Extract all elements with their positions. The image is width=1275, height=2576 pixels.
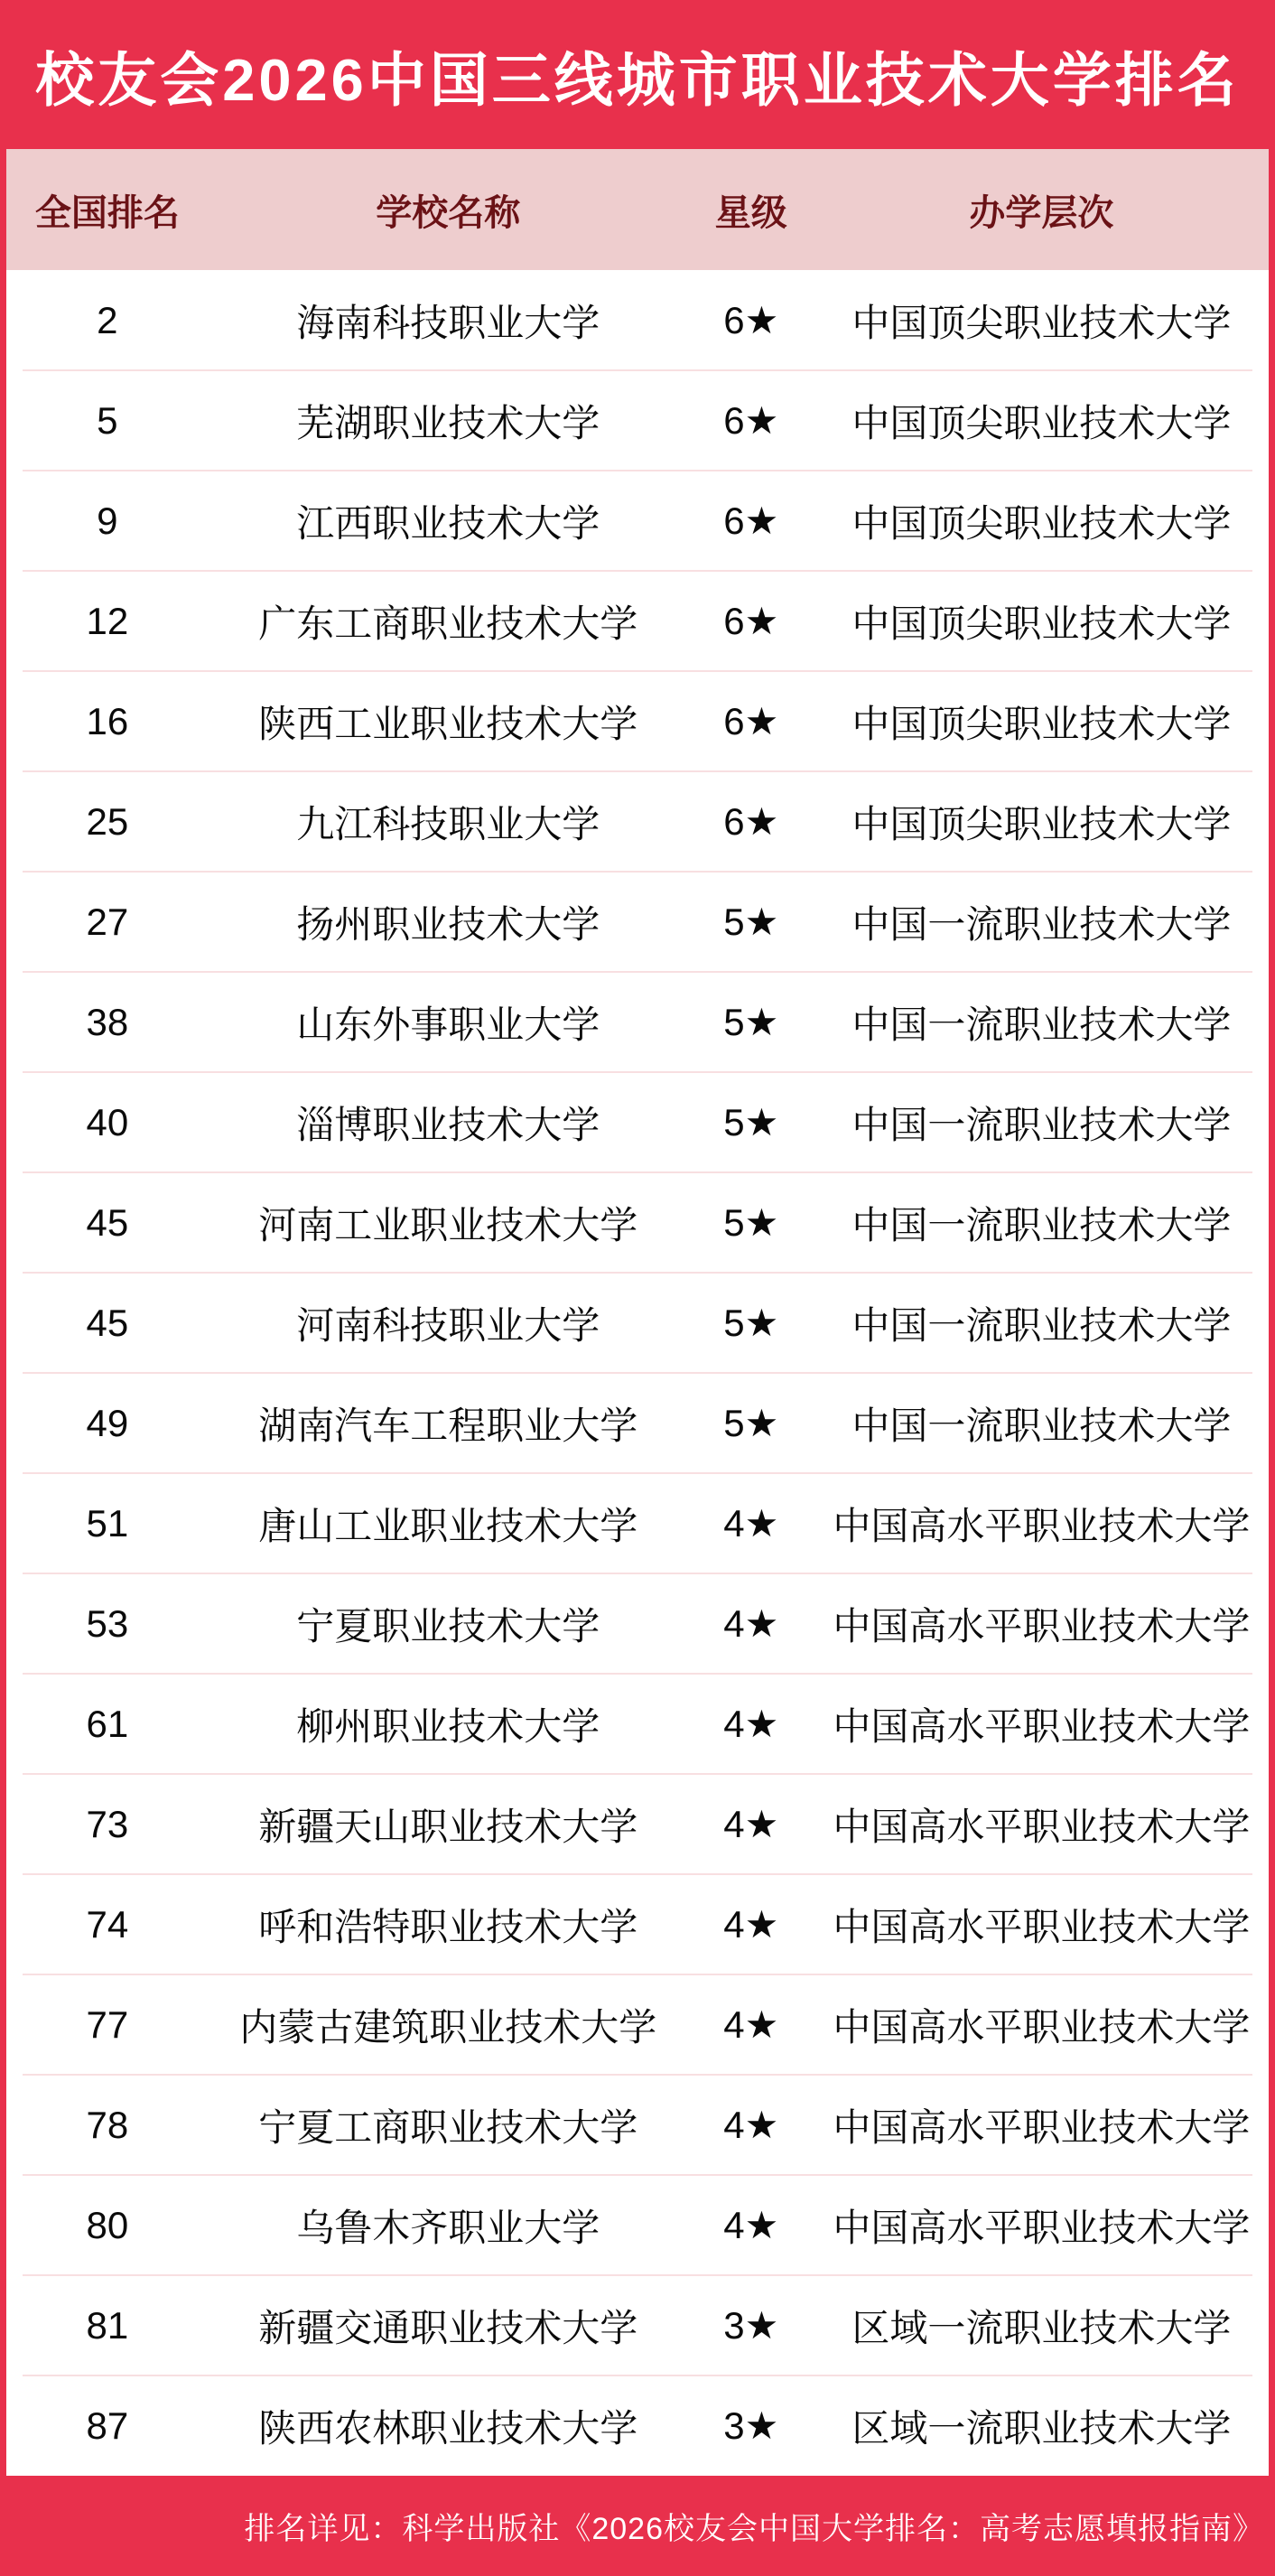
education-level-cell: 中国一流职业技术大学 xyxy=(852,1103,1232,1146)
education-level-cell: 中国顶尖职业技术大学 xyxy=(852,401,1232,444)
table-row xyxy=(6,1674,1269,1774)
education-level-cell: 区域一流职业技术大学 xyxy=(852,2406,1232,2450)
star-rating-cell: 6★ xyxy=(723,600,779,642)
table-body xyxy=(6,270,1269,2476)
table-row xyxy=(6,1072,1269,1172)
rank-cell: 80 xyxy=(86,2203,129,2246)
star-rating-cell: 5★ xyxy=(723,1001,779,1043)
footer-note: 排名详见：科学出版社《2026校友会中国大学排名：高考志愿填报指南》 xyxy=(244,2512,1264,2546)
rank-cell: 49 xyxy=(86,1401,129,1444)
school-name-cell: 陕西工业职业技术大学 xyxy=(258,702,638,745)
rank-cell: 81 xyxy=(86,2303,129,2347)
education-level-cell: 中国顶尖职业技术大学 xyxy=(852,301,1232,344)
star-rating-cell: 4★ xyxy=(723,1803,779,1845)
star-rating-cell: 3★ xyxy=(723,2304,779,2347)
rank-cell: 74 xyxy=(86,1902,129,1946)
table-row xyxy=(6,370,1269,471)
table-row xyxy=(6,1974,1269,2075)
star-rating-cell: 5★ xyxy=(723,901,779,943)
table-row xyxy=(6,2275,1269,2375)
school-name-cell: 淄博职业技术大学 xyxy=(296,1103,600,1146)
school-name-cell: 海南科技职业大学 xyxy=(296,301,600,344)
education-level-cell: 中国顶尖职业技术大学 xyxy=(852,602,1232,645)
rank-cell: 2 xyxy=(97,298,118,341)
school-name-cell: 柳州职业技术大学 xyxy=(296,1704,600,1748)
star-rating-cell: 4★ xyxy=(723,1903,779,1946)
education-level-cell: 中国顶尖职业技术大学 xyxy=(852,501,1232,545)
rank-cell: 77 xyxy=(86,2002,129,2046)
school-name-cell: 新疆天山职业技术大学 xyxy=(258,1805,638,1848)
rank-cell: 5 xyxy=(97,398,118,442)
table-header-row xyxy=(6,149,1269,270)
school-name-cell: 广东工商职业技术大学 xyxy=(258,602,638,645)
education-level-cell: 中国一流职业技术大学 xyxy=(852,1203,1232,1246)
school-name-cell: 内蒙古建筑职业技术大学 xyxy=(239,2005,657,2049)
school-name-cell: 宁夏职业技术大学 xyxy=(296,1604,600,1647)
column-header-school-name: 学校名称 xyxy=(376,192,521,233)
star-rating-cell: 3★ xyxy=(723,2404,779,2447)
rank-cell: 45 xyxy=(86,1301,129,1344)
column-header-star-rating: 星级 xyxy=(714,192,787,233)
school-name-cell: 江西职业技术大学 xyxy=(296,501,600,545)
rank-cell: 73 xyxy=(86,1802,129,1845)
education-level-cell: 中国高水平职业技术大学 xyxy=(833,2206,1251,2249)
rank-cell: 45 xyxy=(86,1200,129,1244)
star-rating-cell: 4★ xyxy=(723,1602,779,1645)
table-row xyxy=(6,1573,1269,1674)
education-level-cell: 中国高水平职业技术大学 xyxy=(833,1905,1251,1948)
table-row xyxy=(6,1172,1269,1273)
education-level-cell: 中国一流职业技术大学 xyxy=(852,902,1232,946)
rank-cell: 87 xyxy=(86,2403,129,2447)
table-row xyxy=(6,2175,1269,2275)
table-row xyxy=(6,1373,1269,1473)
table-row xyxy=(6,671,1269,771)
school-name-cell: 九江科技职业大学 xyxy=(296,802,600,845)
school-name-cell: 芜湖职业技术大学 xyxy=(296,401,600,444)
education-level-cell: 区域一流职业技术大学 xyxy=(852,2306,1232,2349)
star-rating-cell: 4★ xyxy=(723,2104,779,2146)
table-row xyxy=(6,1874,1269,1974)
table-row xyxy=(6,972,1269,1072)
rank-cell: 78 xyxy=(86,2103,129,2146)
title-bar xyxy=(0,0,1275,149)
rank-cell: 61 xyxy=(86,1702,129,1745)
star-rating-cell: 6★ xyxy=(723,399,779,442)
star-rating-cell: 5★ xyxy=(723,1302,779,1344)
star-rating-cell: 5★ xyxy=(723,1201,779,1244)
school-name-cell: 陕西农林职业技术大学 xyxy=(258,2406,638,2450)
school-name-cell: 宁夏工商职业技术大学 xyxy=(258,2105,638,2149)
rank-cell: 38 xyxy=(86,1000,129,1043)
column-header-education-level: 办学层次 xyxy=(969,192,1114,233)
school-name-cell: 扬州职业技术大学 xyxy=(296,902,600,946)
education-level-cell: 中国高水平职业技术大学 xyxy=(833,1604,1251,1647)
education-level-cell: 中国高水平职业技术大学 xyxy=(833,2005,1251,2049)
footer-bar xyxy=(0,2476,1275,2576)
table-row xyxy=(6,872,1269,972)
education-level-cell: 中国顶尖职业技术大学 xyxy=(852,702,1232,745)
star-rating-cell: 4★ xyxy=(723,1502,779,1545)
table-row xyxy=(6,1473,1269,1573)
star-rating-cell: 4★ xyxy=(723,2204,779,2246)
star-rating-cell: 5★ xyxy=(723,1101,779,1143)
star-rating-cell: 6★ xyxy=(723,299,779,341)
star-rating-cell: 6★ xyxy=(723,499,779,542)
rank-cell: 27 xyxy=(86,900,129,943)
rank-cell: 51 xyxy=(86,1501,129,1545)
rank-cell: 16 xyxy=(86,699,129,742)
school-name-cell: 山东外事职业大学 xyxy=(296,1003,600,1046)
education-level-cell: 中国顶尖职业技术大学 xyxy=(852,802,1232,845)
rank-cell: 9 xyxy=(97,499,118,542)
table-row xyxy=(6,2375,1269,2476)
education-level-cell: 中国一流职业技术大学 xyxy=(852,1404,1232,1447)
school-name-cell: 河南工业职业技术大学 xyxy=(258,1203,638,1246)
school-name-cell: 呼和浩特职业技术大学 xyxy=(258,1905,638,1948)
table-row xyxy=(6,771,1269,872)
page-title: 校友会2026中国三线城市职业技术大学排名 xyxy=(35,46,1240,113)
table-row xyxy=(6,1273,1269,1373)
school-name-cell: 河南科技职业大学 xyxy=(296,1303,600,1347)
table-row xyxy=(6,571,1269,671)
ranking-table xyxy=(6,149,1269,2476)
star-rating-cell: 5★ xyxy=(723,1402,779,1444)
table-row xyxy=(6,471,1269,571)
rank-cell: 25 xyxy=(86,799,129,843)
rank-cell: 40 xyxy=(86,1100,129,1143)
school-name-cell: 湖南汽车工程职业大学 xyxy=(258,1404,638,1447)
education-level-cell: 中国一流职业技术大学 xyxy=(852,1303,1232,1347)
star-rating-cell: 4★ xyxy=(723,2003,779,2046)
education-level-cell: 中国高水平职业技术大学 xyxy=(833,2105,1251,2149)
table-row xyxy=(6,1774,1269,1874)
table-row xyxy=(6,2075,1269,2175)
education-level-cell: 中国高水平职业技术大学 xyxy=(833,1805,1251,1848)
education-level-cell: 中国一流职业技术大学 xyxy=(852,1003,1232,1046)
school-name-cell: 唐山工业职业技术大学 xyxy=(258,1504,638,1547)
education-level-cell: 中国高水平职业技术大学 xyxy=(833,1704,1251,1748)
school-name-cell: 新疆交通职业技术大学 xyxy=(258,2306,638,2349)
star-rating-cell: 4★ xyxy=(723,1703,779,1745)
rank-cell: 53 xyxy=(86,1601,129,1645)
education-level-cell: 中国高水平职业技术大学 xyxy=(833,1504,1251,1547)
column-header-national-rank: 全国排名 xyxy=(34,192,180,233)
star-rating-cell: 6★ xyxy=(723,700,779,742)
star-rating-cell: 6★ xyxy=(723,800,779,843)
school-name-cell: 乌鲁木齐职业大学 xyxy=(296,2206,600,2249)
table-row xyxy=(6,270,1269,370)
rank-cell: 12 xyxy=(86,599,129,642)
